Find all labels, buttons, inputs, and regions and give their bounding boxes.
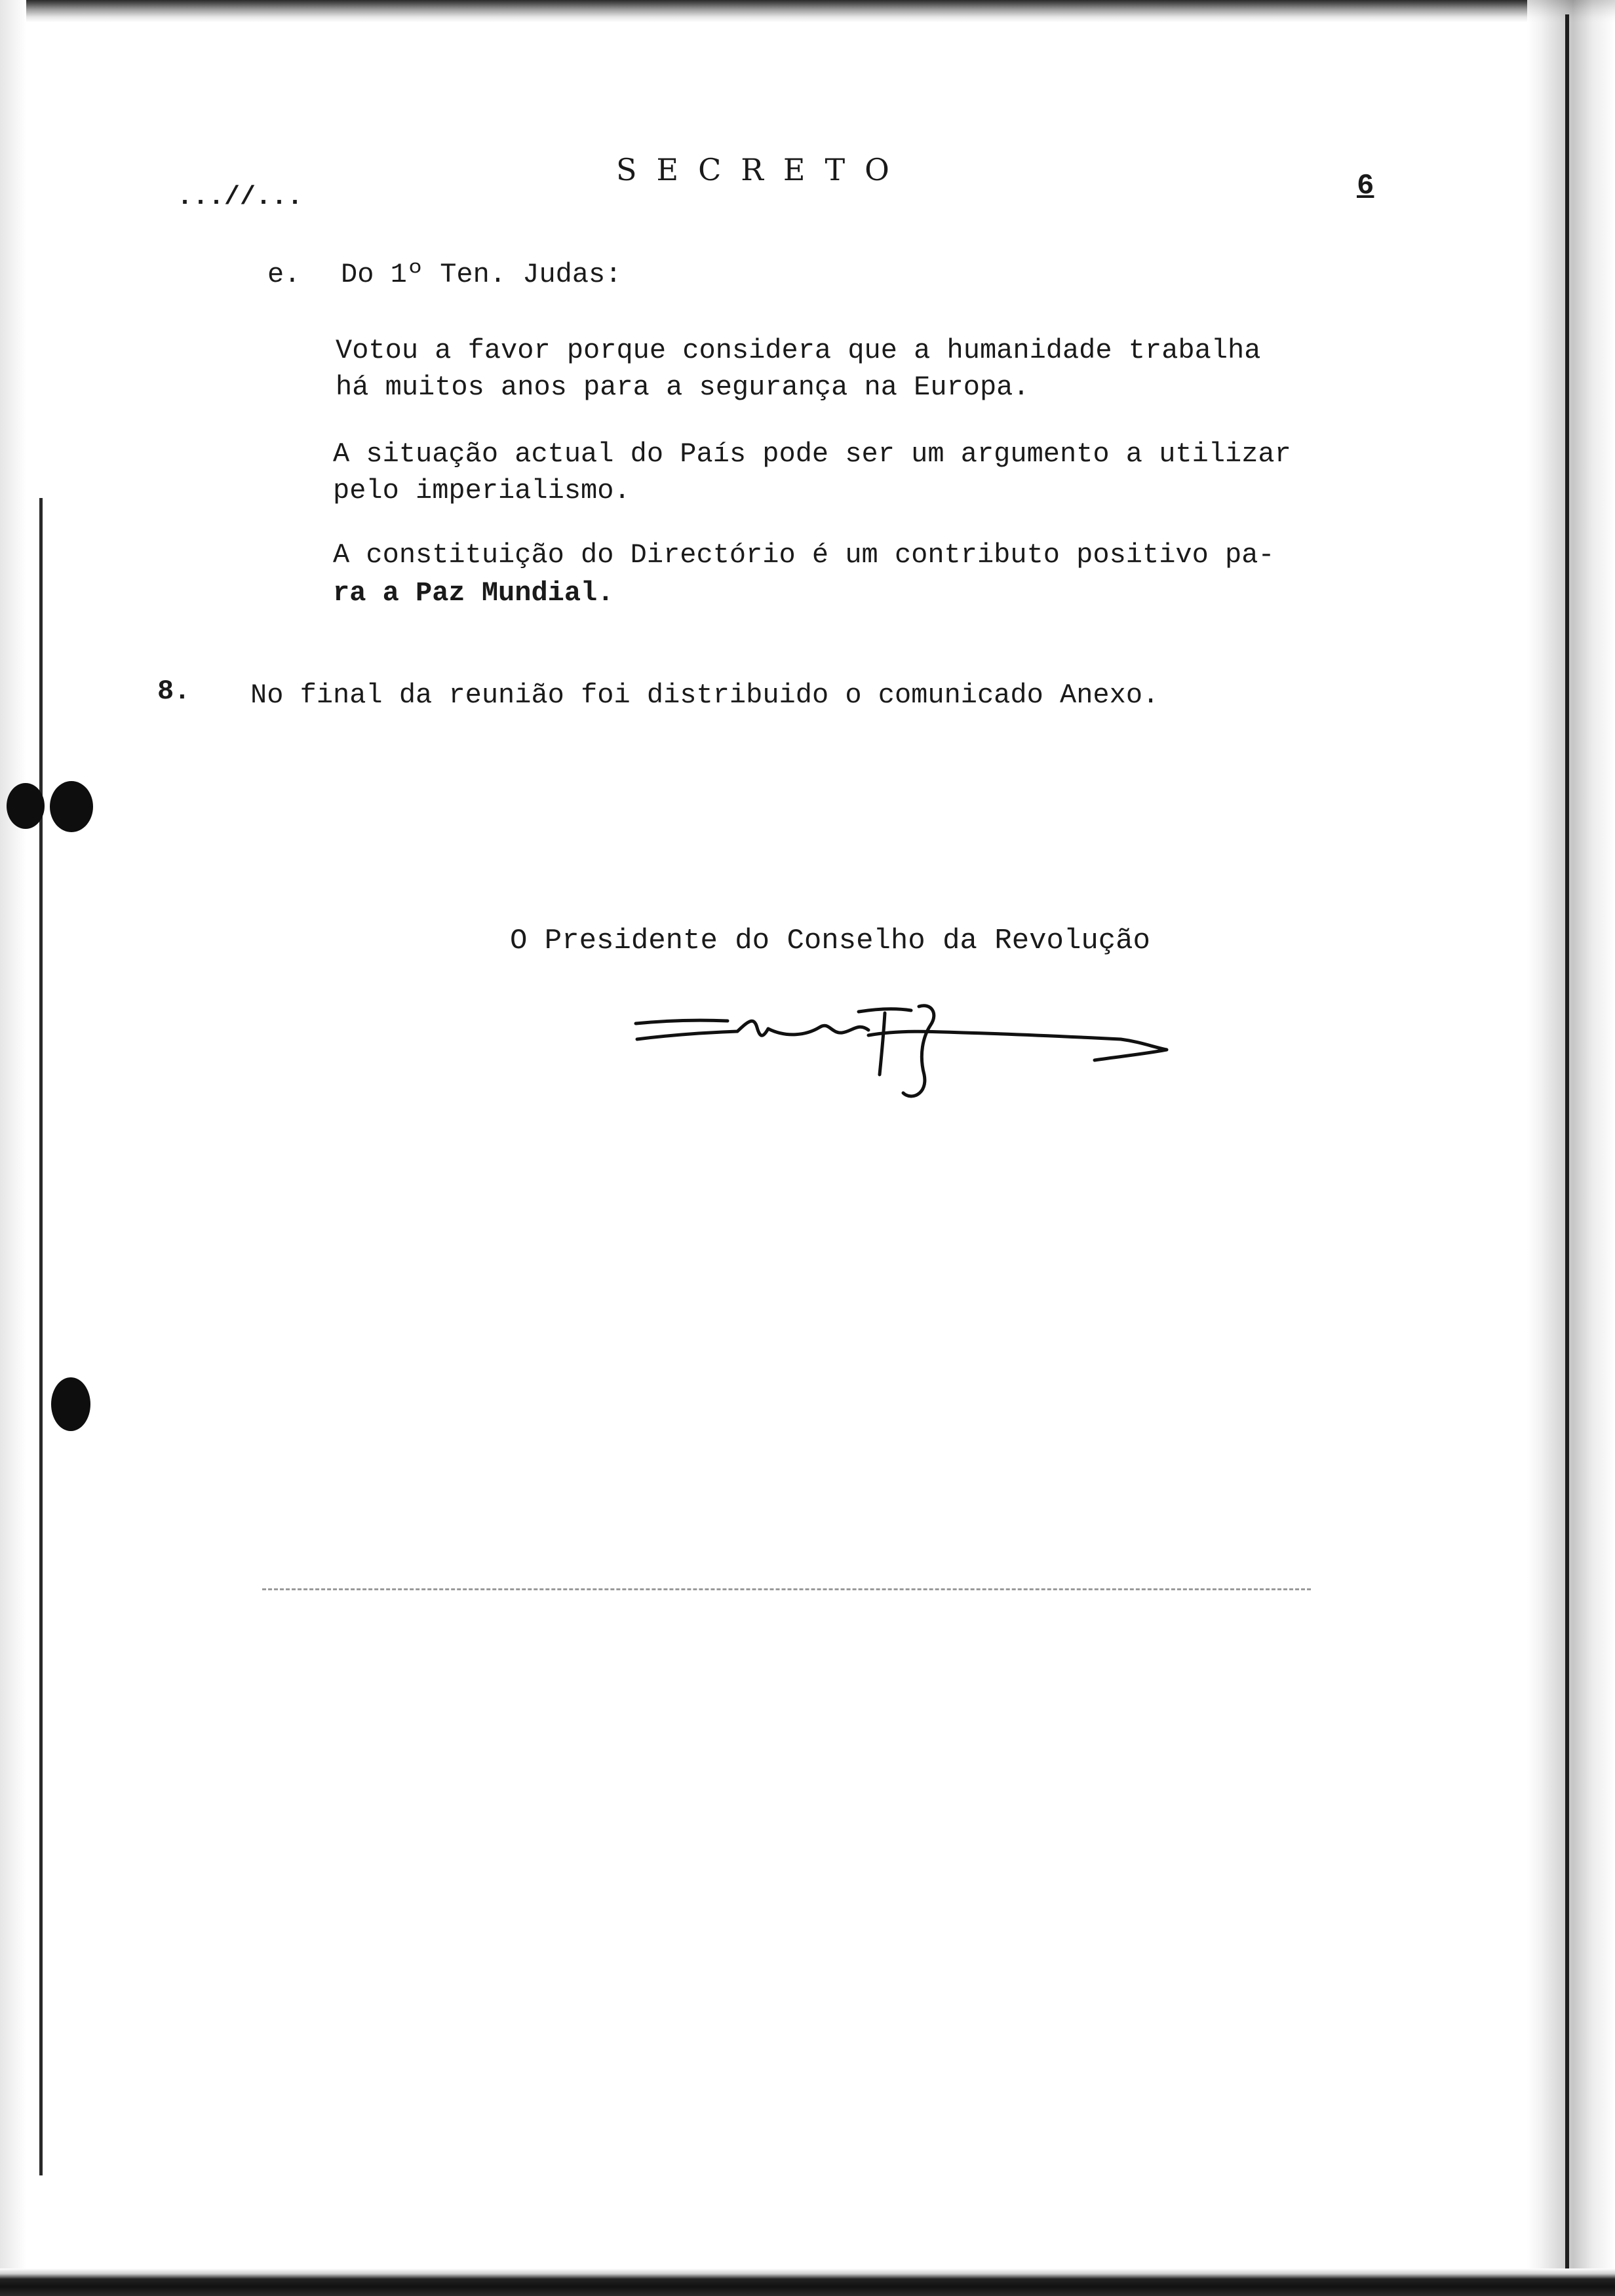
handwritten-signature [623, 996, 1199, 1107]
item-8-number: 8. [157, 676, 191, 707]
punch-hole [51, 1377, 90, 1431]
left-margin-rule [39, 498, 43, 2175]
paragraph-line: A constituição do Directório é um contributo positivo pa- [333, 539, 1275, 571]
scan-edge-top [0, 0, 1615, 22]
paragraph-line: Votou a favor porque considera que a humanidade trabalha [336, 335, 1261, 366]
scan-edge-bottom [0, 2268, 1615, 2296]
signature-caption: O Presidente do Conselho da Revolução [510, 925, 1150, 957]
punch-hole [50, 781, 93, 832]
item-e-letter: e. [267, 259, 301, 290]
right-margin-rule [1565, 14, 1569, 2275]
paragraph-line: A situação actual do País pode ser um argumento a utilizar [333, 438, 1291, 470]
scan-edge-right [1527, 0, 1615, 2296]
punch-hole [7, 783, 45, 829]
footer-rule [262, 1588, 1311, 1593]
item-8-text: No final da reunião foi distribuido o comunicado Anexo. [250, 679, 1159, 711]
continuation-mark: ...//... [177, 183, 303, 212]
classification-title: SECRETO [616, 152, 909, 187]
page-number: 6 [1357, 170, 1374, 202]
paragraph-line: pelo imperialismo. [333, 475, 631, 507]
paragraph-line: há muitos anos para a segurança na Europa. [336, 372, 1030, 403]
scan-edge-left [0, 0, 26, 2296]
item-e-heading: Do 1º Ten. Judas: [341, 259, 622, 290]
paragraph-line: ra a Paz Mundial. [333, 577, 614, 609]
